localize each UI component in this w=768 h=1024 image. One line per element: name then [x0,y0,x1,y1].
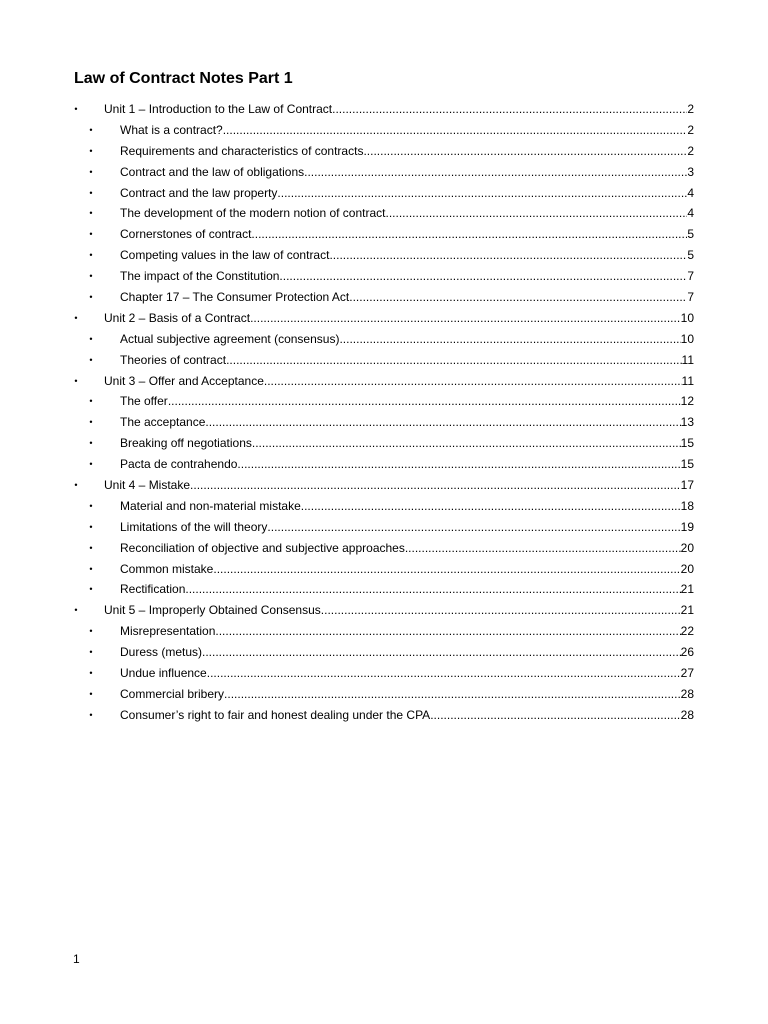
dot-leader [332,99,687,120]
toc-entry-section[interactable] [0,141,768,162]
toc-entry-page-number: 3 [687,164,694,179]
toc-entry-page-number: 17 [680,478,694,493]
toc-entry-page-number: 21 [680,582,694,597]
toc-entry-row [104,475,694,496]
toc-entry-page-number: 28 [680,707,694,722]
toc-entry-row [104,308,694,329]
toc-entry-label: Unit 5 – Improperly Obtained Consensus [104,603,321,618]
bullet-icon: • [89,187,93,198]
toc-entry-page-number: 18 [680,498,694,513]
dot-leader [215,621,680,642]
toc-entry-page-number: 10 [680,331,694,346]
bullet-icon: • [89,292,93,303]
toc-entry-page-number: 5 [687,227,694,242]
toc-entry-label: The development of the modern notion of contract [120,206,386,221]
bullet-icon: • [89,271,93,282]
toc-entry-page-number: 27 [680,666,694,681]
toc-entry-page-number: 28 [680,686,694,701]
dot-leader [252,433,681,454]
toc-entry-page-number: 11 [681,373,694,388]
bullet-icon: • [89,438,93,449]
toc-entry-row [120,350,694,371]
toc-entry-page-number: 2 [687,143,694,158]
bullet-icon: • [89,626,93,637]
toc-entry-section[interactable] [0,559,768,580]
bullet-icon: • [89,396,93,407]
toc-entry-section[interactable] [0,517,768,538]
toc-entry-section[interactable] [0,266,768,287]
toc-entry-label: The acceptance [120,415,206,430]
toc-entry-label: Reconciliation of objective and subjective approaches [120,540,405,555]
bullet-icon: • [89,584,93,595]
toc-entry-label: Material and non-material mistake [120,498,301,513]
dot-leader [349,287,687,308]
toc-entry-page-number: 15 [680,457,694,472]
toc-entry-section[interactable] [0,454,768,475]
toc-entry-unit[interactable] [0,600,768,621]
bullet-icon: • [74,480,78,491]
toc-entry-section[interactable] [0,183,768,204]
dot-leader [329,245,687,266]
bullet-icon: • [89,521,93,532]
bullet-icon: • [74,605,78,616]
toc-entry-label: The impact of the Constitution [120,269,280,284]
dot-leader [224,684,681,705]
toc-entry-row [120,141,694,162]
toc-entry-unit[interactable] [0,99,768,120]
toc-entry-page-number: 7 [687,290,694,305]
bullet-icon: • [89,208,93,219]
dot-leader [264,371,682,392]
toc-entry-section[interactable] [0,642,768,663]
bullet-icon: • [74,312,78,323]
toc-entry-label: Contract and the law property [120,185,278,200]
toc-entry-section[interactable] [0,538,768,559]
toc-entry-row [120,517,694,538]
bullet-icon: • [89,417,93,428]
bullet-icon: • [89,333,93,344]
toc-entry-label: Cornerstones of contract [120,227,252,242]
bullet-icon: • [89,709,93,720]
dot-leader [185,579,680,600]
bullet-icon: • [89,250,93,261]
dot-leader [250,308,681,329]
toc-entry-section[interactable] [0,412,768,433]
toc-entry-unit[interactable] [0,475,768,496]
toc-entry-row [120,183,694,204]
toc-entry-row [120,120,694,141]
toc-entry-page-number: 15 [680,436,694,451]
toc-entry-page-number: 2 [687,102,694,116]
dot-leader [213,559,680,580]
dot-leader [386,203,688,224]
dot-leader [279,266,687,287]
dot-leader [226,350,681,371]
dot-leader [277,183,687,204]
toc-entry-row [120,266,694,287]
toc-entry-page-number: 12 [680,394,694,409]
toc-entry-label: Chapter 17 – The Consumer Protection Act [120,290,350,305]
dot-leader [301,496,681,517]
dot-leader [321,600,681,621]
toc-entry-row [120,684,694,705]
dot-leader [237,454,680,475]
toc-entry-label: Misrepresentation [120,624,216,639]
bullet-icon: • [89,542,93,553]
toc-entry-label: Contract and the law of obligations [120,164,305,179]
toc-entry-page-number: 10 [680,310,694,325]
toc-entry-row [120,245,694,266]
toc-entry-section[interactable] [0,684,768,705]
dot-leader [190,475,681,496]
bullet-icon: • [89,563,93,574]
toc-entry-row [120,412,694,433]
toc-entry-section[interactable] [0,579,768,600]
toc-entry-row [120,224,694,245]
toc-entry-label: Pacta de contrahendo [120,457,238,472]
toc-entry-section[interactable] [0,287,768,308]
bullet-icon: • [74,104,78,114]
dot-leader [304,162,687,183]
toc-entry-row [120,433,694,454]
toc-entry-row [120,559,694,580]
toc-entry-row [120,621,694,642]
bullet-icon: • [89,459,93,470]
toc-entry-page-number: 2 [687,122,694,137]
toc-entry-section[interactable] [0,245,768,266]
toc-entry-label: Limitations of the will theory [120,519,268,534]
toc-entry-row [120,705,694,726]
toc-entry-row [120,287,694,308]
toc-entry-label: Unit 3 – Offer and Acceptance [104,373,264,388]
bullet-icon: • [89,166,93,177]
dot-leader [168,391,681,412]
toc-entry-page-number: 20 [680,561,694,576]
toc-entry-label: Breaking off negotiations [120,436,252,451]
bullet-icon: • [89,229,93,240]
toc-entry-page-number: 22 [680,624,694,639]
toc-entry-unit[interactable] [0,371,768,392]
dot-leader [251,224,687,245]
toc-entry-label: Consumer’s right to fair and honest dealing under the CPA [120,707,431,722]
toc-entry-page-number: 20 [680,540,694,555]
toc-entry-label: Common mistake [120,561,214,576]
toc-entry-label: Unit 2 – Basis of a Contract [104,310,251,325]
bullet-icon: • [89,500,93,511]
dot-leader [223,120,688,141]
toc-entry-section[interactable] [0,705,768,726]
bullet-icon: • [89,647,93,658]
dot-leader [405,538,681,559]
toc-entry-page-number: 11 [681,352,694,367]
dot-leader [430,705,680,726]
toc-entry-page-number: 13 [680,415,694,430]
bullet-icon: • [89,145,93,156]
toc-entry-page-number: 5 [687,248,694,263]
toc-entry-row [120,496,694,517]
toc-entry-row [120,329,694,350]
toc-entry-section[interactable] [0,621,768,642]
document-title: Law of Contract Notes Part 1 [74,70,293,87]
dot-leader [202,642,681,663]
toc-entry-row [104,99,694,120]
toc-entry-row [104,371,694,392]
toc-entry-label: Actual subjective agreement (consensus) [120,331,340,346]
toc-entry-row [104,600,694,621]
toc-entry-label: Unit 4 – Mistake [104,478,191,493]
toc-entry-label: Unit 1 – Introduction to the Law of Contract [104,102,333,116]
toc-entry-section[interactable] [0,433,768,454]
dot-leader [205,412,680,433]
toc-entry-section[interactable] [0,496,768,517]
toc-entry-row [120,642,694,663]
toc-entry-row [120,663,694,684]
toc-entry-label: Duress (metus) [120,645,203,660]
dot-leader [339,329,680,350]
toc-entry-label: Requirements and characteristics of contracts [120,143,364,158]
bullet-icon: • [74,375,78,386]
bullet-icon: • [89,354,93,365]
footer-page-number: 1 [73,952,80,966]
toc-entry-section[interactable] [0,391,768,412]
toc-entry-row [120,162,694,183]
toc-entry-section[interactable] [0,120,768,141]
toc-entry-label: Commercial bribery [120,686,225,701]
toc-entry-page-number: 4 [687,206,694,221]
toc-entry-page-number: 7 [687,269,694,284]
toc-entry-section[interactable] [0,162,768,183]
toc-entry-page-number: 4 [687,185,694,200]
toc-entry-label: What is a contract? [120,122,223,137]
toc-entry-section[interactable] [0,663,768,684]
toc-entry-label: Rectification [120,582,186,597]
dot-leader [207,663,681,684]
toc-entry-section[interactable] [0,329,768,350]
toc-entry-page-number: 19 [680,519,694,534]
bullet-icon: • [89,688,93,699]
toc-entry-page-number: 21 [680,603,694,618]
toc-entry-row [120,454,694,475]
table-of-contents [0,99,768,726]
toc-entry-section[interactable] [0,350,768,371]
dot-leader [363,141,687,162]
toc-entry-row [120,579,694,600]
toc-entry-label: Competing values in the law of contract [120,248,330,263]
toc-entry-page-number: 26 [680,645,694,660]
bullet-icon: • [89,668,93,679]
toc-entry-row [120,391,694,412]
toc-entry-label: Theories of contract [120,352,227,367]
toc-entry-section[interactable] [0,203,768,224]
toc-entry-row [120,203,694,224]
dot-leader [267,517,680,538]
toc-entry-section[interactable] [0,224,768,245]
toc-entry-label: The offer [120,394,168,409]
toc-entry-unit[interactable] [0,308,768,329]
toc-entry-label: Undue influence [120,666,207,681]
toc-entry-row [120,538,694,559]
bullet-icon: • [89,124,93,135]
